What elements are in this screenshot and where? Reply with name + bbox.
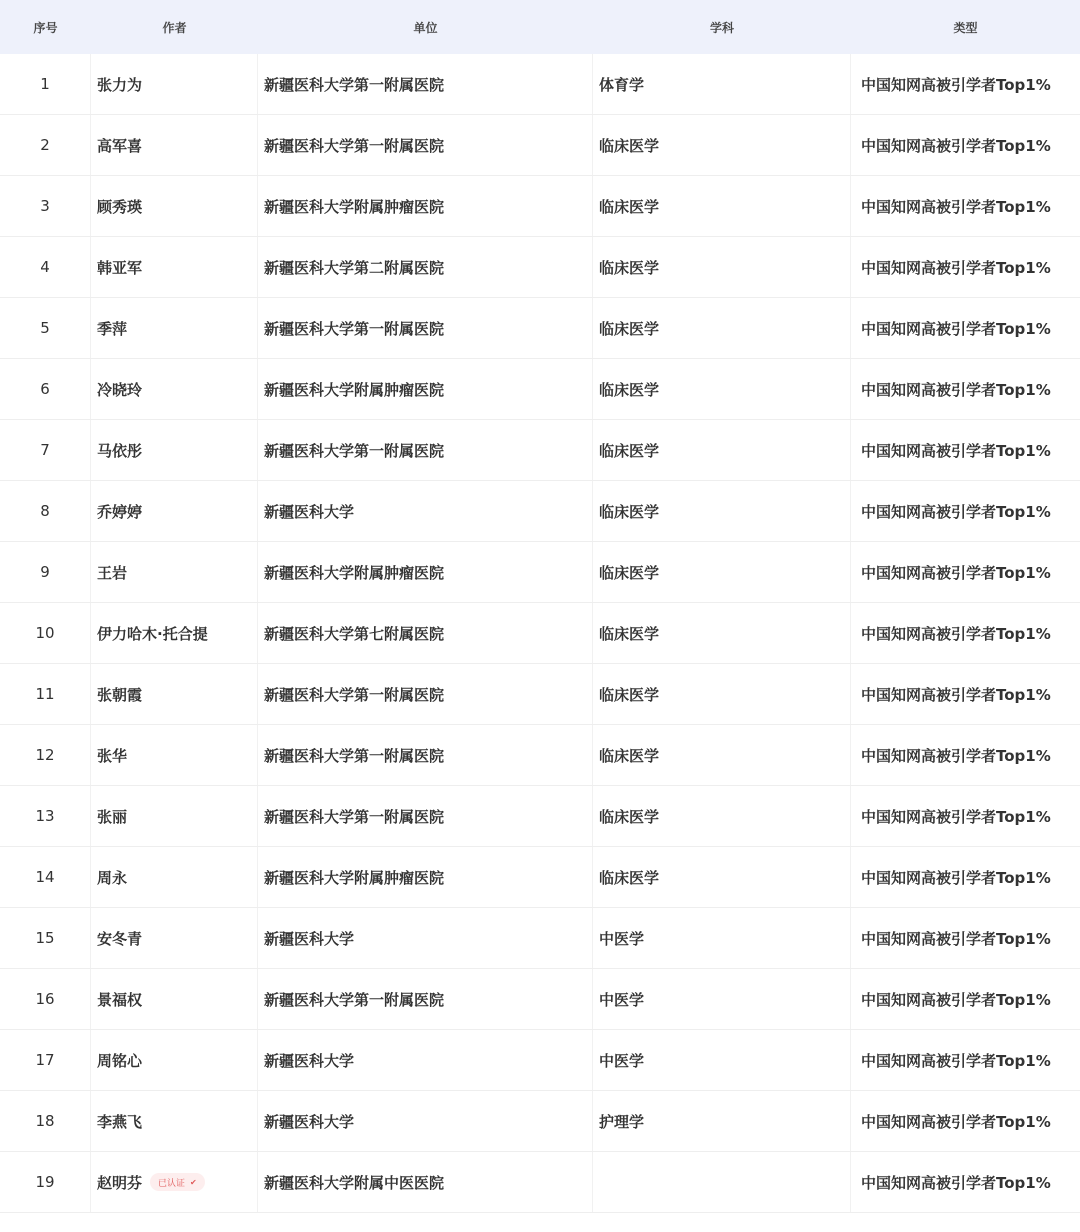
row-author-cell — [91, 603, 258, 663]
table-body — [0, 54, 1080, 1213]
row-author-cell — [91, 908, 258, 968]
row-unit-cell: 新疆医科大学第一附属医院 — [258, 786, 593, 846]
row-type-cell: 中国知网高被引学者Top1% — [861, 929, 1051, 948]
author-name[interactable]: 周永 — [97, 868, 128, 887]
row-subject-cell: 临床医学 — [593, 481, 851, 541]
table-row — [0, 786, 1080, 847]
table-row — [0, 1091, 1080, 1152]
header-index: 序号 — [33, 20, 58, 35]
row-subject-cell: 临床医学 — [593, 542, 851, 602]
table-row — [0, 603, 1080, 664]
author-name[interactable]: 马依彤 — [97, 441, 143, 460]
row-author-cell — [91, 542, 258, 602]
table-row — [0, 298, 1080, 359]
author-name[interactable]: 季萍 — [97, 319, 128, 338]
row-author-cell — [91, 420, 258, 480]
row-author-cell — [91, 969, 258, 1029]
row-type-cell: 中国知网高被引学者Top1% — [861, 868, 1051, 887]
row-author-cell — [91, 725, 258, 785]
row-type-cell: 中国知网高被引学者Top1% — [861, 441, 1051, 460]
row-index-cell: 1 — [0, 54, 91, 114]
header-subject: 学科 — [709, 20, 734, 35]
row-index-cell: 17 — [0, 1030, 91, 1090]
row-unit-cell: 新疆医科大学 — [258, 1030, 593, 1090]
author-name[interactable]: 顾秀瑛 — [97, 197, 143, 216]
row-subject-cell: 临床医学 — [593, 786, 851, 846]
row-subject-cell: 中医学 — [593, 969, 851, 1029]
verified-badge-label: 已认证 — [158, 1178, 186, 1189]
row-index-cell: 10 — [0, 603, 91, 663]
row-type-cell: 中国知网高被引学者Top1% — [861, 990, 1051, 1009]
row-author-cell — [91, 176, 258, 236]
row-index-cell: 19 — [0, 1152, 91, 1212]
row-type-cell: 中国知网高被引学者Top1% — [861, 563, 1051, 582]
row-subject-cell: 临床医学 — [593, 237, 851, 297]
table-header-row — [0, 0, 1080, 54]
row-author-cell — [91, 1030, 258, 1090]
row-unit-cell: 新疆医科大学附属肿瘤医院 — [258, 542, 593, 602]
table-row — [0, 481, 1080, 542]
row-index-cell: 14 — [0, 847, 91, 907]
row-subject-cell: 临床医学 — [593, 725, 851, 785]
table-row — [0, 542, 1080, 603]
row-author-cell — [91, 786, 258, 846]
row-author-cell — [91, 237, 258, 297]
row-author-cell — [91, 481, 258, 541]
row-unit-cell: 新疆医科大学第一附属医院 — [258, 115, 593, 175]
row-type-cell: 中国知网高被引学者Top1% — [861, 319, 1051, 338]
table-row — [0, 237, 1080, 298]
row-type-cell: 中国知网高被引学者Top1% — [861, 624, 1051, 643]
author-name[interactable]: 周铭心 — [97, 1051, 143, 1070]
row-type-cell: 中国知网高被引学者Top1% — [861, 685, 1051, 704]
row-index-cell: 7 — [0, 420, 91, 480]
table-row — [0, 176, 1080, 237]
header-type: 类型 — [953, 20, 978, 35]
row-type-cell: 中国知网高被引学者Top1% — [861, 807, 1051, 826]
row-unit-cell: 新疆医科大学附属中医医院 — [258, 1152, 593, 1212]
row-unit-cell: 新疆医科大学第二附属医院 — [258, 237, 593, 297]
author-name[interactable]: 张朝霞 — [97, 685, 143, 704]
row-unit-cell: 新疆医科大学第一附属医院 — [258, 725, 593, 785]
row-subject-cell: 临床医学 — [593, 664, 851, 724]
row-author-cell — [91, 1091, 258, 1151]
row-subject-cell: 临床医学 — [593, 603, 851, 663]
verified-badge — [150, 1173, 205, 1191]
author-name[interactable]: 张华 — [97, 746, 128, 765]
row-author-cell — [91, 54, 258, 114]
author-name[interactable]: 冷晓玲 — [97, 380, 143, 399]
row-type-cell: 中国知网高被引学者Top1% — [861, 1112, 1051, 1131]
author-name[interactable]: 高军喜 — [97, 136, 143, 155]
row-index-cell: 18 — [0, 1091, 91, 1151]
table-row — [0, 115, 1080, 176]
author-name[interactable]: 伊力哈木·托合提 — [97, 624, 208, 643]
row-unit-cell: 新疆医科大学 — [258, 481, 593, 541]
row-type-cell: 中国知网高被引学者Top1% — [861, 746, 1051, 765]
author-name[interactable]: 张力为 — [97, 75, 143, 94]
author-name[interactable]: 李燕飞 — [97, 1112, 143, 1131]
row-unit-cell: 新疆医科大学第一附属医院 — [258, 664, 593, 724]
row-unit-cell: 新疆医科大学第一附属医院 — [258, 969, 593, 1029]
table-row — [0, 725, 1080, 786]
row-index-cell: 11 — [0, 664, 91, 724]
check-icon: ✔ — [190, 1177, 197, 1187]
row-index-cell: 4 — [0, 237, 91, 297]
table-row — [0, 664, 1080, 725]
row-author-cell — [91, 115, 258, 175]
row-subject-cell — [593, 1152, 851, 1212]
row-subject-cell: 临床医学 — [593, 176, 851, 236]
author-name[interactable]: 乔婷婷 — [97, 502, 143, 521]
header-unit: 单位 — [413, 20, 438, 35]
row-subject-cell: 临床医学 — [593, 847, 851, 907]
row-type-cell: 中国知网高被引学者Top1% — [861, 502, 1051, 521]
row-type-cell: 中国知网高被引学者Top1% — [861, 136, 1051, 155]
row-author-cell — [91, 359, 258, 419]
author-name[interactable]: 赵明芬 — [97, 1173, 143, 1192]
row-subject-cell: 临床医学 — [593, 359, 851, 419]
row-subject-cell: 临床医学 — [593, 420, 851, 480]
row-subject-cell: 中医学 — [593, 908, 851, 968]
row-index-cell: 2 — [0, 115, 91, 175]
row-unit-cell: 新疆医科大学第七附属医院 — [258, 603, 593, 663]
row-author-cell — [91, 1152, 258, 1212]
row-type-cell: 中国知网高被引学者Top1% — [861, 1051, 1051, 1070]
row-unit-cell: 新疆医科大学第一附属医院 — [258, 54, 593, 114]
row-unit-cell: 新疆医科大学附属肿瘤医院 — [258, 359, 593, 419]
row-subject-cell: 护理学 — [593, 1091, 851, 1151]
row-index-cell: 5 — [0, 298, 91, 358]
row-unit-cell: 新疆医科大学附属肿瘤医院 — [258, 847, 593, 907]
row-subject-cell: 中医学 — [593, 1030, 851, 1090]
table-row — [0, 1152, 1080, 1213]
row-author-cell — [91, 664, 258, 724]
table-row — [0, 1030, 1080, 1091]
row-type-cell: 中国知网高被引学者Top1% — [861, 258, 1051, 277]
table-row — [0, 969, 1080, 1030]
row-subject-cell: 临床医学 — [593, 298, 851, 358]
table-row — [0, 359, 1080, 420]
row-type-cell: 中国知网高被引学者Top1% — [861, 1173, 1051, 1192]
row-index-cell: 8 — [0, 481, 91, 541]
header-author: 作者 — [162, 20, 187, 35]
table-row — [0, 908, 1080, 969]
row-index-cell: 6 — [0, 359, 91, 419]
row-unit-cell: 新疆医科大学第一附属医院 — [258, 298, 593, 358]
author-name[interactable]: 景福权 — [97, 990, 143, 1009]
table-row — [0, 847, 1080, 908]
author-name[interactable]: 安冬青 — [97, 929, 143, 948]
row-index-cell: 15 — [0, 908, 91, 968]
row-unit-cell: 新疆医科大学第一附属医院 — [258, 420, 593, 480]
row-unit-cell: 新疆医科大学附属肿瘤医院 — [258, 176, 593, 236]
author-name[interactable]: 韩亚军 — [97, 258, 143, 277]
row-subject-cell: 临床医学 — [593, 115, 851, 175]
row-index-cell: 16 — [0, 969, 91, 1029]
row-unit-cell: 新疆医科大学 — [258, 908, 593, 968]
row-subject-cell: 体育学 — [593, 54, 851, 114]
table-row — [0, 54, 1080, 115]
row-index-cell: 13 — [0, 786, 91, 846]
row-index-cell: 12 — [0, 725, 91, 785]
row-author-cell — [91, 847, 258, 907]
row-type-cell: 中国知网高被引学者Top1% — [861, 197, 1051, 216]
table-row — [0, 420, 1080, 481]
row-unit-cell: 新疆医科大学 — [258, 1091, 593, 1151]
row-type-cell: 中国知网高被引学者Top1% — [861, 380, 1051, 399]
row-index-cell: 9 — [0, 542, 91, 602]
row-index-cell: 3 — [0, 176, 91, 236]
author-name[interactable]: 王岩 — [97, 563, 128, 582]
row-type-cell: 中国知网高被引学者Top1% — [861, 75, 1051, 94]
author-name[interactable]: 张丽 — [97, 807, 128, 826]
row-author-cell — [91, 298, 258, 358]
